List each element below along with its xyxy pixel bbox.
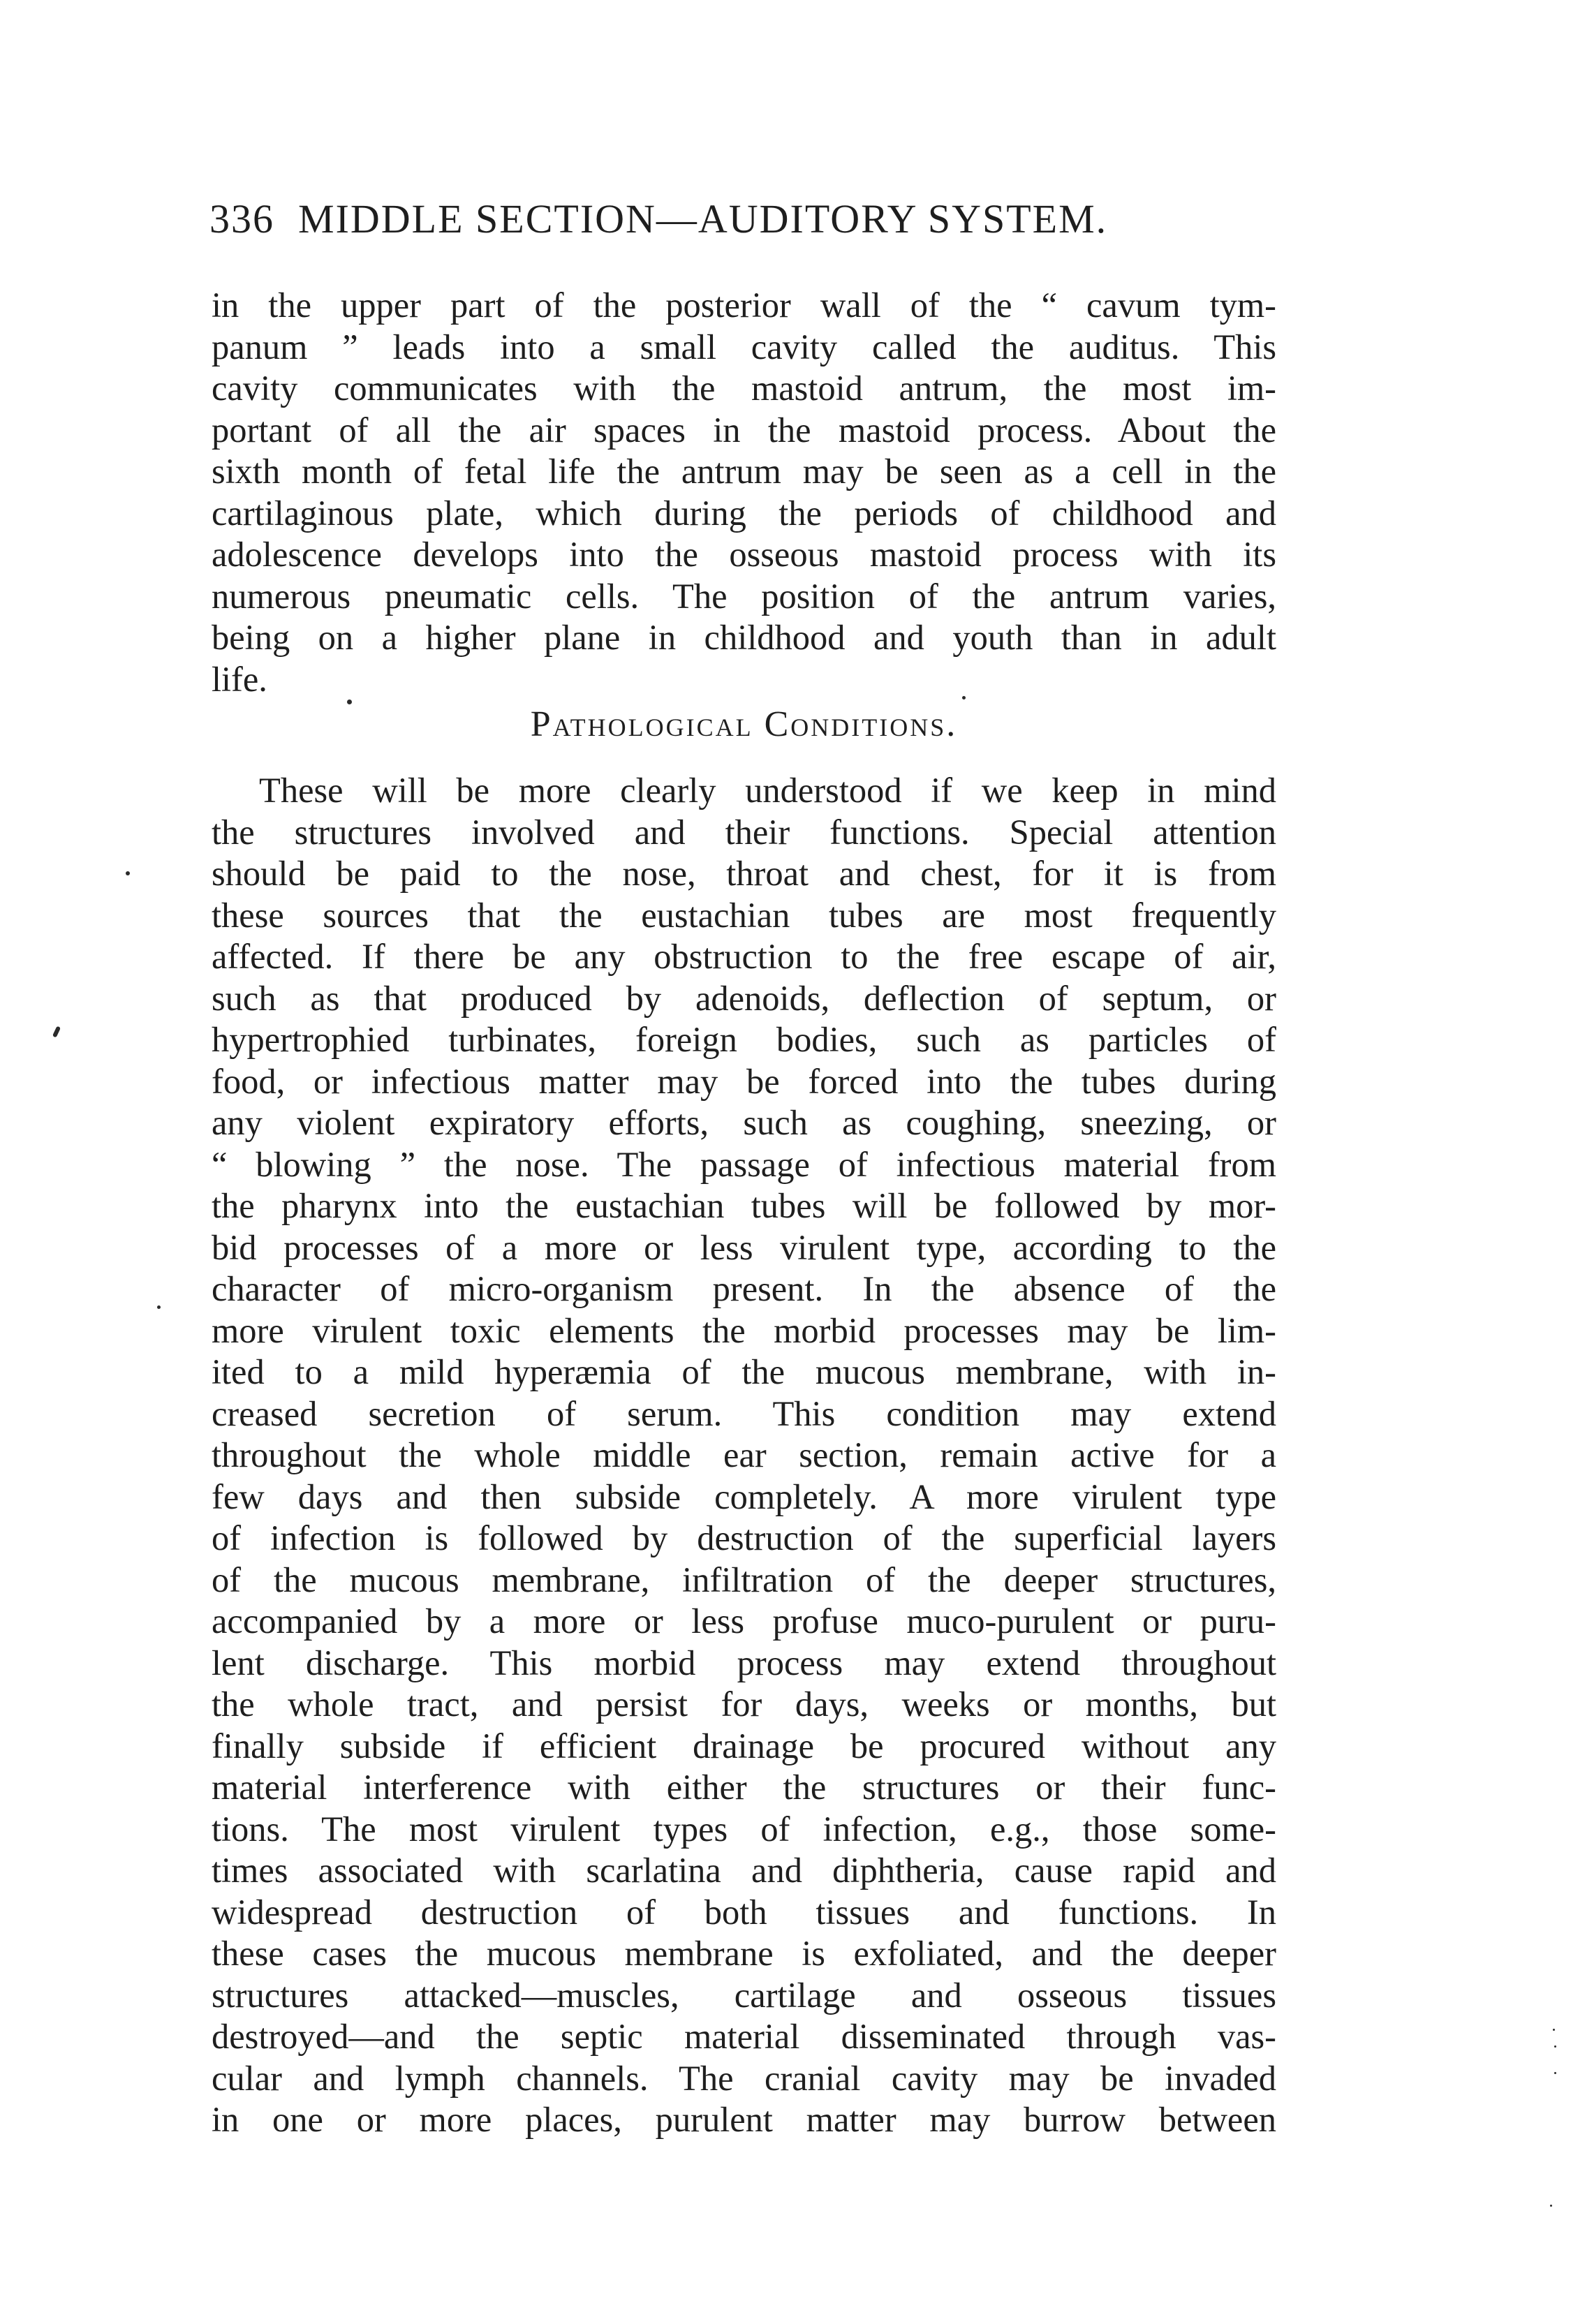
scan-speck [1553, 2029, 1555, 2031]
text-line: accompanied by a more or less profuse muco-purulent or puru- [212, 1601, 1276, 1641]
text-line: structures attacked—muscles, cartilage and osseous tissues [212, 1975, 1276, 2015]
text-line: these cases the mucous membrane is exfoliated, and the deeper [212, 1934, 1276, 1973]
text-line: throughout the whole middle ear section, remain active for a [212, 1435, 1276, 1474]
text-line: of infection is followed by destruction of the superficial layers [212, 1518, 1276, 1557]
text-line: affected. If there be any obstruction to the free escape of air, [212, 937, 1276, 976]
text-line: of the mucous membrane, infiltration of the deeper structures, [212, 1560, 1276, 1599]
text-line: sixth month of fetal life the antrum may be seen as a cell in the [212, 452, 1276, 491]
scan-speck [347, 700, 352, 704]
text-line: the pharynx into the eustachian tubes will be followed by mor- [212, 1186, 1276, 1225]
paragraph-pathological-conditions [212, 770, 1276, 2141]
running-title: MIDDLE SECTION—AUDITORY SYSTEM. [298, 196, 1108, 242]
text-line: cavity communicates with the mastoid antrum, the most im- [212, 369, 1276, 408]
text-line: tions. The most virulent types of infection, e.g., those some- [212, 1809, 1276, 1849]
scan-speck [1550, 2205, 1552, 2207]
text-line: “ blowing ” the nose. The passage of infectious material from [212, 1144, 1276, 1184]
scan-speck [1554, 2045, 1556, 2048]
section-heading: Pathological Conditions. [530, 704, 958, 744]
paragraph-auditus [212, 285, 1276, 700]
text-line: These will be more clearly understood if we keep in mind [259, 771, 1276, 810]
text-line: more virulent toxic elements the morbid processes may be lim- [212, 1310, 1276, 1350]
text-line: these sources that the eustachian tubes are most frequently [212, 895, 1276, 935]
text-line: in the upper part of the posterior wall of the “ cavum tym- [212, 286, 1276, 325]
text-line: cular and lymph channels. The cranial cavity may be invaded [212, 2058, 1276, 2098]
scan-speck [52, 1026, 61, 1037]
text-line: widespread destruction of both tissues and functions. In [212, 1892, 1276, 1932]
text-line: in one or more places, purulent matter may burrow between [212, 2100, 1276, 2139]
text-line: character of micro-organism present. In the absence of the [212, 1269, 1276, 1308]
text-line: numerous pneumatic cells. The position of the antrum varies, [212, 576, 1276, 616]
text-line: destroyed—and the septic material disseminated through vas- [212, 2017, 1276, 2056]
text-line: life. [212, 659, 267, 699]
scan-speck [1554, 2072, 1556, 2074]
text-line: such as that produced by adenoids, deflection of septum, or [212, 978, 1276, 1018]
text-line: finally subside if efficient drainage be procured without any [212, 1726, 1276, 1766]
text-line: few days and then subside completely. A more virulent type [212, 1476, 1276, 1516]
text-line: times associated with scarlatina and diphtheria, cause rapid and [212, 1851, 1276, 1890]
text-line: being on a higher plane in childhood and youth than in adult [212, 618, 1276, 657]
text-line: lent discharge. This morbid process may extend throughout [212, 1643, 1276, 1682]
text-line: creased secretion of serum. This condition may extend [212, 1393, 1276, 1433]
text-line: panum ” leads into a small cavity called the auditus. This [212, 327, 1276, 367]
text-line: should be paid to the nose, throat and chest, for it is from [212, 854, 1276, 893]
text-line: the structures involved and their functions. Special attention [212, 812, 1276, 852]
text-line: the whole tract, and persist for days, weeks or months, but [212, 1685, 1276, 1724]
text-line: any violent expiratory efforts, such as coughing, sneezing, or [212, 1103, 1276, 1142]
scan-speck [962, 696, 966, 700]
page-number: 336 [209, 196, 274, 242]
text-line: bid processes of a more or less virulent type, according to the [212, 1227, 1276, 1267]
text-line: hypertrophied turbinates, foreign bodies, such as particles of [212, 1020, 1276, 1059]
text-line: ited to a mild hyperæmia of the mucous membrane, with in- [212, 1352, 1276, 1391]
scan-speck [126, 871, 130, 875]
text-line: cartilaginous plate, which during the periods of childhood and [212, 493, 1276, 533]
text-line: portant of all the air spaces in the mastoid process. About the [212, 410, 1276, 450]
running-head [209, 195, 1271, 258]
scan-speck [157, 1305, 161, 1309]
text-line: material interference with either the structures or their func- [212, 1768, 1276, 1807]
text-line: adolescence develops into the osseous mastoid process with its [212, 535, 1276, 574]
text-line: food, or infectious matter may be forced into the tubes during [212, 1061, 1276, 1101]
